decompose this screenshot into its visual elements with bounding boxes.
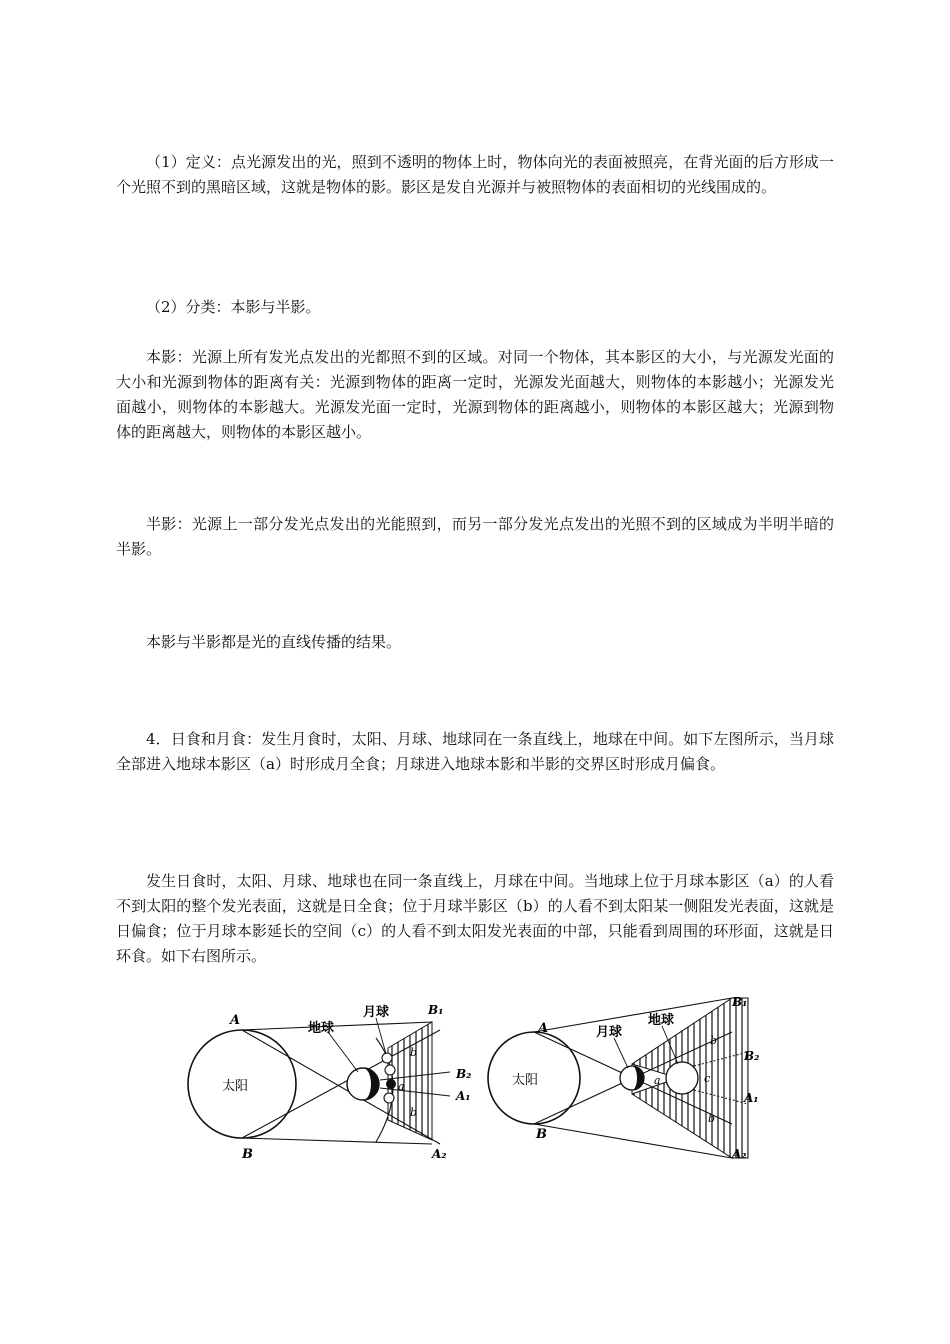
label-b-bottom-right: b xyxy=(708,1112,716,1125)
umbra-paragraph: 本影：光源上所有发光点发出的光都照不到的区域。对同一个物体，其本影区的大小，与光源发光面的大小和光源到物体的距离有关：光源到物体的距离一定时，光源发光面越大，则物体的本影越小；光源发光面越小，则物体的本影越大。光源发光面一定时，光源到物体的距离越小，则物体的本影区越大；光源到物体的距离越大，则物体的本影区越小。 xyxy=(116,348,834,441)
label-A1-right: A₁ xyxy=(744,1091,759,1105)
label-earth-left: 地球 xyxy=(308,1021,335,1036)
label-moon-left: 月球 xyxy=(363,1005,390,1020)
label-sun-right: 太阳 xyxy=(512,1073,539,1088)
solar-eclipse-diagram xyxy=(488,995,759,1161)
label-moon-right: 月球 xyxy=(596,1025,623,1040)
lunar-eclipse-paragraph: 4．日食和月食：发生月食时，太阳、月球、地球同在一条直线上，地球在中间。如下左图所示，当月球全部进入地球本影区（a）时形成月全食；月球进入地球本影和半影的交界区时形成月偏食。 xyxy=(116,730,834,773)
label-b-bottom-left: b xyxy=(410,1106,418,1119)
label-A-right: A xyxy=(538,1021,549,1036)
penumbra-paragraph: 半影：光源上一部分发光点发出的光能照到，而另一部分发光点发出的光照不到的区域成为半明半暗的半影。 xyxy=(116,515,834,558)
moon-left-1 xyxy=(382,1053,392,1063)
label-a-left: a xyxy=(398,1080,405,1093)
moon-left-4 xyxy=(384,1093,394,1103)
label-A-left: A xyxy=(230,1013,241,1028)
label-B-right: B xyxy=(536,1127,547,1142)
label-B1-left: B₁ xyxy=(428,1003,444,1017)
label-earth-right: 地球 xyxy=(648,1013,675,1028)
label-a-right: a xyxy=(654,1074,661,1087)
label-A2-left: A₂ xyxy=(432,1147,447,1161)
label-B2-right: B₂ xyxy=(744,1049,760,1063)
label-b-top-right: b xyxy=(710,1034,718,1047)
moon-left-2 xyxy=(385,1065,395,1075)
label-B1-right: B₁ xyxy=(732,995,748,1009)
earth-right xyxy=(666,1062,698,1094)
label-A2-right: A₂ xyxy=(732,1147,747,1161)
moon-left-3 xyxy=(386,1079,396,1089)
rectilinear-paragraph: 本影与半影都是光的直线传播的结果。 xyxy=(146,633,402,651)
eclipse-figures xyxy=(180,992,780,1164)
label-b-top-left: b xyxy=(410,1046,418,1059)
label-A1-left: A₁ xyxy=(456,1089,471,1103)
label-B-left: B xyxy=(242,1147,253,1162)
label-sun-left: 太阳 xyxy=(222,1079,249,1094)
definition-paragraph: （1）定义：点光源发出的光，照到不透明的物体上时，物体向光的表面被照亮，在背光面的后方形成一个光照不到的黑暗区域，这就是物体的影。影区是发自光源并与被照物体的表面相切的光线围成的。 xyxy=(116,153,834,196)
solar-eclipse-paragraph: 发生日食时，太阳、月球、地球也在同一条直线上，月球在中间。当地球上位于月球本影区（a）的人看不到太阳的整个发光表面，这就是日全食；位于月球半影区（b）的人看不到太阳某一侧阻发光表面，这就是日偏食；位于月球本影延长的空间（c）的人看不到太阳发光表面的中部，只能看到周围的环形面，这就是日环食。如下右图所示。 xyxy=(116,872,834,965)
lunar-eclipse-diagram xyxy=(188,1003,471,1162)
label-B2-left: B₂ xyxy=(456,1067,472,1081)
label-c-right: c xyxy=(704,1072,711,1085)
classification-paragraph: （2）分类：本影与半影。 xyxy=(146,298,321,316)
